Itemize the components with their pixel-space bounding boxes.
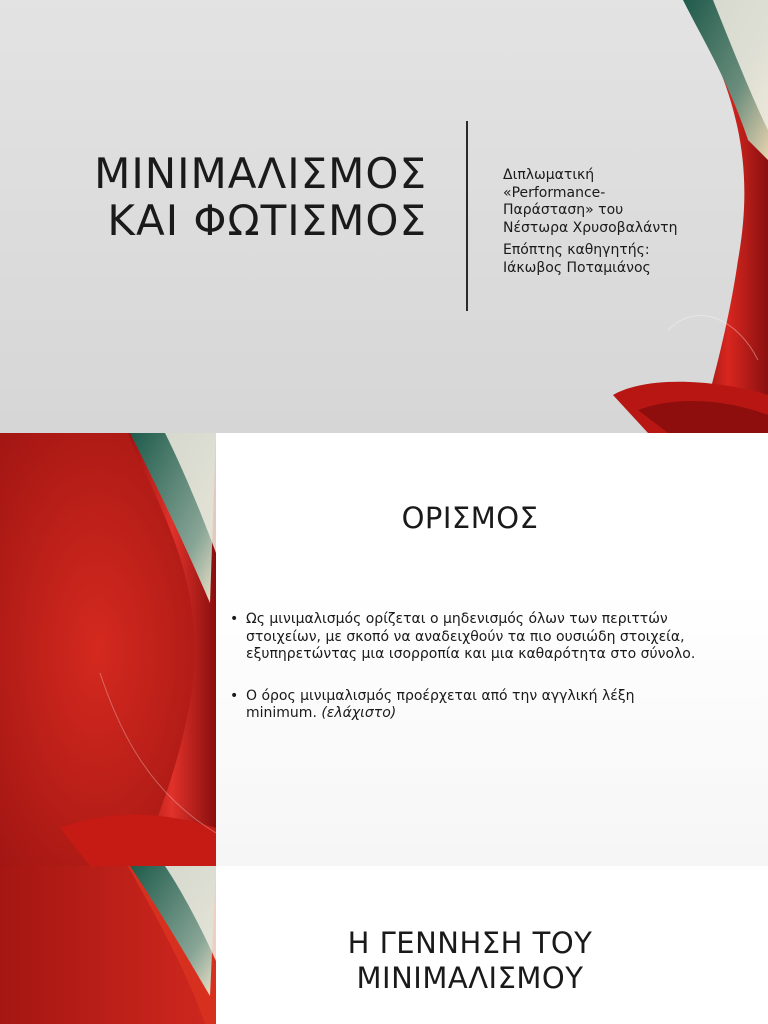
title-line-1: Η ΓΕΝΝΗΣΗ ΤΟΥ <box>347 926 593 960</box>
red-ribbon-decoration <box>608 0 768 433</box>
subtitle-supervisor: Επόπτης καθηγητής: Ιάκωβος Ποταμιάνος <box>503 242 651 276</box>
history-slide[interactable] <box>0 866 768 1024</box>
bullet-text: Ως μινιμαλισμός ορίζεται ο μηδενισμός όλων των περιττών στοιχείων, με σκοπό να αναδειχθούν τα πιο ουσιώδη στοιχεία, εξυπηρετώντας μια ισορροπία και μια καθαρότητα στο σύνολο. <box>246 611 696 662</box>
bullet-item <box>228 611 708 664</box>
slide-title <box>216 926 724 996</box>
red-ribbon-panel <box>0 433 216 866</box>
title-divider <box>466 121 468 311</box>
bullet-text: Ο όρος μινιμαλισμός προέρχεται από την αγγλική λέξη minimum. <box>246 687 635 721</box>
history-content <box>216 866 768 1024</box>
slide-title: ΟΡΙΣΜΟΣ <box>401 501 539 535</box>
subtitle-thesis: Διπλωματική «Performance- Παράσταση» του Νέστωρα Χρυσοβαλάντη <box>503 167 678 236</box>
title-slide[interactable] <box>0 0 768 433</box>
title-line-2: ΜΙΝΙΜΑΛΙΣΜΟΥ <box>356 961 584 995</box>
title-line-2: ΚΑΙ ΦΩΤΙΣΜΟΣ <box>107 196 427 245</box>
bullet-list <box>228 611 708 747</box>
bullet-item <box>228 688 708 723</box>
red-ribbon-panel <box>0 866 216 1024</box>
presentation-title <box>27 150 427 244</box>
definition-content <box>216 433 768 866</box>
title-line-1: ΜΙΝΙΜΑΛΙΣΜΟΣ <box>94 149 427 198</box>
definition-slide[interactable] <box>0 433 768 866</box>
bullet-italic-text: (ελάχιστο) <box>321 705 397 721</box>
